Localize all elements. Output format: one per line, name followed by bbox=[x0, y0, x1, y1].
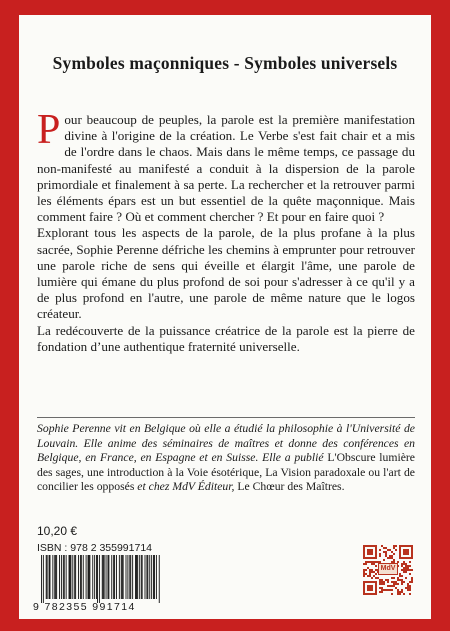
author-bio bbox=[37, 422, 415, 495]
blurb bbox=[37, 107, 415, 355]
author-bio-title-last: Le Chœur des Maîtres. bbox=[234, 480, 345, 494]
blurb-paragraph-1-text: our beaucoup de peuples, la parole est la première manifestation divine à l'origine de la création. Le Verbe s'est fait chair et a mis de l'ordre dans le chaos. Mais dans le même temps, ce passage du non-manifesté au manifesté a conduit à la dispersion de la parole primordiale et finalement à sa perte. La rechercher et la retrouver parmi les éléments épars est un but essentiel de la quête maçonnique. Mais comment faire ? Où et comment chercher ? Et pour en faire quoi ? bbox=[37, 112, 415, 225]
divider bbox=[37, 417, 415, 418]
drop-cap: P bbox=[37, 107, 61, 153]
blurb-paragraph-2: Explorant tous les aspects de la parole, de la plus profane à la plus sacrée, Sophie Perenne défriche les chemins à emprunter pour retrouver une parole riche de sens qui éveille et élargit l'âme, une parole de lumière qui émane du plus profond de soi pour s'adresser à ce qu'il y a de plus profond en l'autre, une parole de même nature que le logos créateur. bbox=[37, 225, 415, 322]
barcode bbox=[37, 555, 164, 603]
book-title: Symboles maçonniques - Symboles universels bbox=[52, 53, 398, 73]
cover-panel bbox=[19, 15, 431, 619]
blurb-paragraph-3: La redécouverte de la puissance créatrice de la parole est la pierre de fondation d’une authentique fraternité universelle. bbox=[37, 322, 415, 354]
isbn: ISBN : 978 2 355991714 bbox=[37, 542, 153, 554]
qr-publisher-logo: MdV bbox=[378, 563, 398, 575]
blurb-paragraph-1 bbox=[37, 107, 415, 225]
barcode-digits: 9 782355 991714 bbox=[33, 601, 136, 613]
author-bio-italic-2: et chez MdV Éditeur, bbox=[137, 480, 235, 494]
price: 10,20 € bbox=[37, 524, 78, 538]
author-bio-italic-1: Sophie Perenne vit en Belgique où elle a étudié la philosophie à l'Université de Louvain. Elle anime des séminaires de maîtres et donne des conférences en Belgique, en France, en Espagne et en Suisse. Elle a publié bbox=[37, 422, 415, 465]
author-bio-titles: L'Obscure lumière des sages, une introduction à la Voie ésotérique, La Vision paradoxale ou l'art de concilier les opposés bbox=[37, 451, 415, 494]
